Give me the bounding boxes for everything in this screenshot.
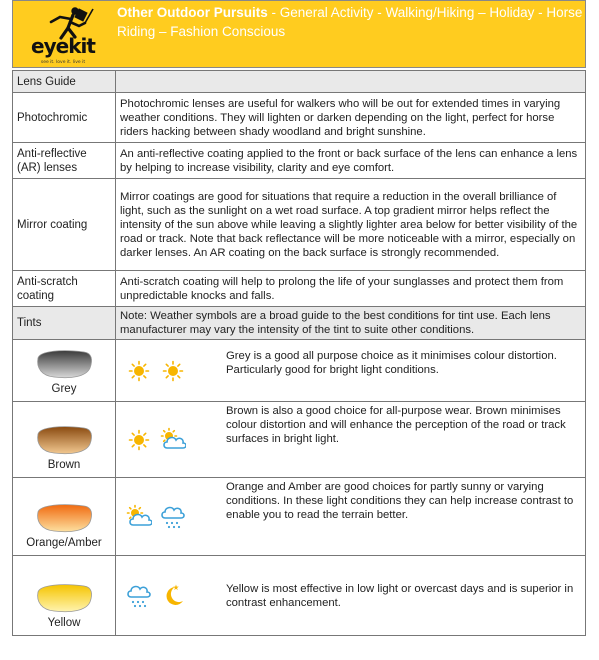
- row-text-anti-scratch: Anti-scratch coating will help to prolong the life of your sunglasses and protect them from unpredictable knocks and falls.: [116, 271, 586, 307]
- tint-swatch-cell: [13, 402, 116, 478]
- tint-description-cell: [116, 340, 586, 402]
- rain-cloud-icon: [126, 583, 152, 609]
- tint-row-yellow: [13, 556, 586, 636]
- tints-note: Note: Weather symbols are a broad guide to the best conditions for tint use. Each lens manufacturer may vary the intensity of the tint to suite other conditions.: [116, 307, 586, 340]
- tint-name: Yellow: [47, 617, 81, 629]
- sun-cloud-icon: [126, 504, 152, 530]
- lens-icon: [34, 582, 94, 614]
- tint-description: Grey is a good all purpose choice as it minimises colour distortion. Particularly good for bright light conditions.: [226, 349, 557, 376]
- weather-icons: [126, 402, 186, 477]
- table-row: [13, 179, 586, 271]
- sun-icon: [160, 358, 186, 384]
- tint-row-orange-amber: [13, 478, 586, 556]
- row-text-photochromic: Photochromic lenses are useful for walkers who will be out for extended times in varying weather conditions. They will lighten or darken depending on the light, perfect for horse riders hacking between shady woodland and bright sunshine.: [116, 93, 586, 143]
- table-row: [13, 271, 586, 307]
- tint-description-cell: [116, 556, 586, 636]
- lens-guide-table: [12, 70, 586, 636]
- row-label-photochromic: Photochromic: [13, 93, 116, 143]
- tint-name: Orange/Amber: [26, 537, 102, 549]
- sun-cloud-icon: [160, 427, 186, 453]
- header-banner: [12, 0, 586, 68]
- table-row: [13, 93, 586, 143]
- tint-swatch-cell: [13, 478, 116, 556]
- header-text: [117, 3, 587, 41]
- tint-row-grey: [13, 340, 586, 402]
- lens-icon: [34, 424, 94, 456]
- row-text-mirror-coating: Mirror coatings are good for situations that require a reduction in the overall brilliance of light, such as the sunlight on a wet road surface. A top gradient mirror helps reflect the intensity of the sun above while leaving a slightly lighter area below for better visibility of the road or track. Note that back reflectance will be more noticeable with a mirror, especially on darker lenses. An AR coating on the back surface is strongly recommended.: [116, 179, 586, 271]
- lens-guide-heading-row: [13, 71, 586, 93]
- tint-description: Orange and Amber are good choices for partly sunny or varying conditions. In these light conditions they can help increase contrast to enable you to read the terrain better.: [226, 480, 574, 521]
- header-title: Other Outdoor Pursuits: [117, 5, 268, 20]
- sun-icon: [126, 358, 152, 384]
- tint-description: Yellow is most effective in low light or overcast days and is superior in contrast enhancement.: [226, 582, 574, 609]
- row-label-mirror-coating: Mirror coating: [13, 179, 116, 271]
- weather-icons: [126, 340, 186, 401]
- table-row: [13, 143, 586, 179]
- weather-icons: [126, 478, 186, 555]
- tint-rows: [13, 340, 586, 636]
- tints-heading: Tints: [13, 307, 116, 340]
- row-text-anti-reflective: An anti-reflective coating applied to the front or back surface of the lens can enhance a lens by helping to increase visibility, clarity and eye comfort.: [116, 143, 586, 179]
- lens-guide-heading: Lens Guide: [13, 71, 116, 93]
- tint-description: Brown is also a good choice for all-purpose wear. Brown minimises colour distortion and will enhance the perception of the road or track surfaces in bright light.: [226, 404, 566, 445]
- tint-swatch-cell: [13, 556, 116, 636]
- row-label-anti-reflective: Anti-reflective (AR) lenses: [13, 143, 116, 179]
- logo-word: eyekit: [31, 34, 95, 58]
- lens-icon: [34, 502, 94, 534]
- logo-tagline: see it. love it. live it: [40, 60, 86, 65]
- tint-description-cell: [116, 402, 586, 478]
- tint-name: Grey: [51, 383, 77, 395]
- eyekit-logo: [13, 1, 113, 67]
- header-subtitle: - General Activity - Walking/Hiking – Holiday - Horse Riding – Fashion Conscious: [117, 5, 583, 39]
- sun-icon: [126, 427, 152, 453]
- rain-cloud-icon: [160, 504, 186, 530]
- moon-star-icon: [160, 583, 186, 609]
- tint-name: Brown: [47, 459, 81, 471]
- row-label-anti-scratch: Anti-scratch coating: [13, 271, 116, 307]
- weather-icons: [126, 556, 186, 635]
- lens-guide-heading-blank: [116, 71, 586, 93]
- tint-row-brown: [13, 402, 586, 478]
- tints-heading-row: [13, 307, 586, 340]
- lens-icon: [34, 348, 94, 380]
- tint-description-cell: [116, 478, 586, 556]
- tint-swatch-cell: [13, 340, 116, 402]
